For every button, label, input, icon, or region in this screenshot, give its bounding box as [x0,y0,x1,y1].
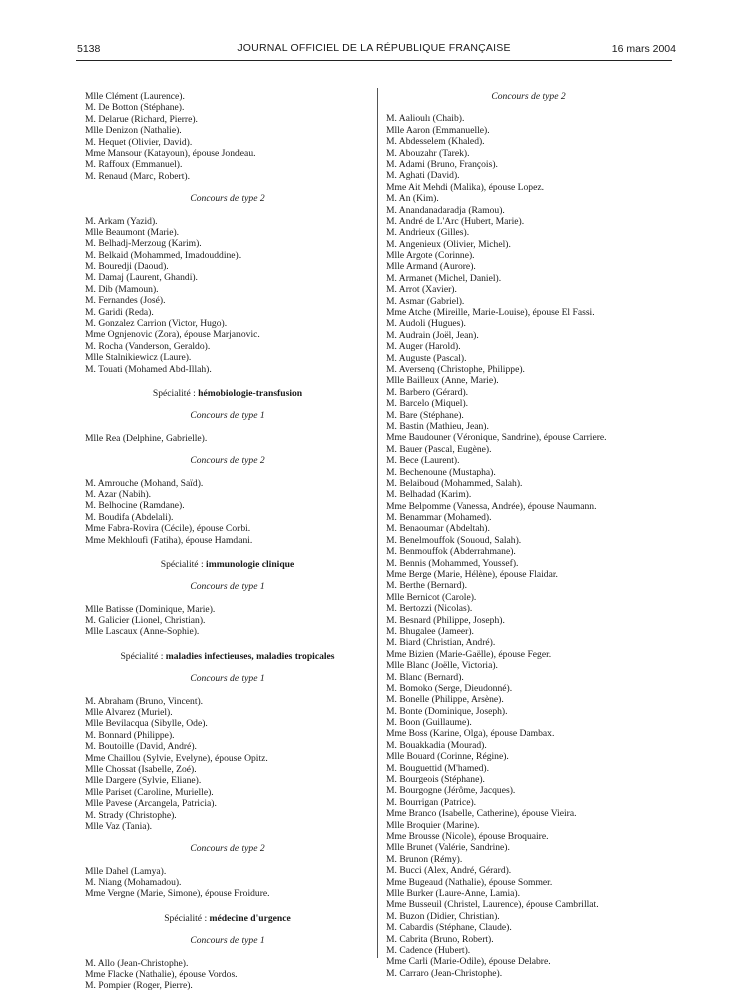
candidate-entry: Mlle Pariset (Caroline, Murielle). [85,786,214,798]
candidate-entry: M. Bechenoune (Mustapha). [386,466,496,478]
candidate-entry: M. Bourrigan (Patrice). [386,796,477,808]
candidate-entry: M. Bourgeois (Stéphane). [386,774,485,786]
candidate-entry: M. An (Kim). [386,193,439,205]
candidate-entry: Mme Boss (Karine, Olga), épouse Dambax. [386,728,555,740]
candidate-entry: M. Allo (Jean-Christophe). [85,957,189,969]
contest-heading: Concours de type 1 [190,581,265,593]
candidate-entry: M. Benammar (Mohamed). [386,512,492,524]
candidate-entry: Mlle Beaumont (Marie). [85,226,180,238]
candidate-entry: M. Adami (Bruno, François). [386,158,498,170]
candidate-entry: Mme Bugeaud (Nathalie), épouse Sommer. [386,876,553,888]
candidate-entry: M. Benmouffok (Abderrahmane). [386,546,516,558]
specialty-prefix: Spécialité : [120,650,166,662]
candidate-entry: M. Belhocine (Ramdane). [85,500,185,512]
candidate-entry: Mlle Dahel (Lamya). [85,865,167,877]
contest-heading: Concours de type 2 [190,455,265,467]
candidate-entry: M. Delarue (Richard, Pierre). [85,113,198,125]
candidate-entry: M. Boudifa (Abdelali). [85,511,174,523]
specialty-heading [85,388,370,399]
candidate-entry: Mlle Burker (Laure-Anne, Lamia). [386,887,520,899]
candidate-entry: M. Auger (Harold). [386,341,461,353]
journal-title: JOURNAL OFFICIEL DE LA RÉPUBLIQUE FRANÇAISE [237,42,511,54]
candidate-entry: Mlle Alvarez (Muriel). [85,707,173,719]
candidate-entry: M. Barcelo (Miquel). [386,398,469,410]
candidate-entry: M. Arkam (Yazid). [85,215,158,227]
candidate-entry: M. Amrouche (Mohand, Saïd). [85,477,204,489]
candidate-entry: Mlle Denizon (Nathalie). [85,125,182,137]
candidate-entry: Mme Flacke (Nathalie), épouse Vordos. [85,969,238,981]
candidate-entry: Mlle Chossat (Isabelle, Zoé). [85,763,197,775]
candidate-entry: M. Bouredji (Daoud). [85,261,169,273]
candidate-entry: M. Galicier (Lionel, Christian). [85,615,206,627]
candidate-entry: Mme Fabra-Rovira (Cécile), épouse Corbi. [85,523,251,535]
candidate-entry: Mlle Armand (Aurore). [386,261,476,273]
candidate-entry: Mme Ait Mehdi (Malika), épouse Lopez. [386,181,544,193]
candidate-entry: M. Berthe (Bernard). [386,580,467,592]
candidate-entry: Mme Mekhloufi (Fatiha), épouse Hamdani. [85,534,253,546]
candidate-entry: M. Asmar (Gabriel). [386,295,465,307]
candidate-entry: M. Renaud (Marc, Robert). [85,170,190,182]
candidate-entry: Mme Atche (Mireille, Marie-Louise), épouse El Fassi. [386,307,595,319]
page-number: 5138 [77,43,101,55]
specialty-heading [85,913,370,924]
specialty-prefix: Spécialité : [152,387,199,399]
candidate-entry: M. Dib (Mamoun). [85,283,159,295]
candidate-entry: M. Carraro (Jean-Christophe). [386,967,503,979]
candidate-entry: Mme Ognjenovic (Zora), épouse Marjanovic. [85,329,260,341]
specialty-prefix: Spécialité : [160,558,207,570]
candidate-entry: M. Bhugalee (Jameer). [386,625,474,637]
candidate-entry: M. Bastin (Mathieu, Jean). [386,420,489,432]
contest-heading: Concours de type 2 [491,91,566,102]
candidate-entry: M. Bouakkadia (Mourad). [386,739,487,751]
candidate-entry: Mme Mansour (Katayoun), épouse Jondeau. [85,147,256,159]
candidate-entry: M. Bucci (Alex, André, Gérard). [386,865,512,877]
candidate-entry: Mlle Aaron (Emmanuelle). [386,124,490,136]
candidate-entry: Mlle Argote (Corinne). [386,250,475,262]
candidate-entry: M. Audoli (Hugues). [386,318,466,330]
candidate-entry: Mme Branco (Isabelle, Catherine), épouse Vieira. [386,808,577,820]
candidate-entry: Mlle Bailleux (Anne, Marie). [386,375,499,387]
candidate-entry: M. Angenieux (Olivier, Michel). [386,238,511,250]
candidate-entry: Mlle Vaz (Tania). [85,820,153,832]
candidate-entry: Mme Busseuil (Christel, Laurence), épouse Cambrillat. [386,899,599,911]
contest-heading: Concours de type 2 [190,193,265,205]
header-rule [76,60,672,61]
candidate-entry: M. Abraham (Bruno, Vincent). [85,695,204,707]
candidate-entry: Mme Vergne (Marie, Simone), épouse Froidure. [85,888,270,900]
candidate-entry: M. Cabardis (Stéphane, Claude). [386,922,512,934]
candidate-entry: M. Biard (Christian, André). [386,637,496,649]
candidate-entry: Mlle Bevilacqua (Sibylle, Ode). [85,718,208,730]
candidate-entry: M. Niang (Mohamadou). [85,877,182,889]
candidate-entry: M. Brunon (Rémy). [386,853,463,865]
candidate-entry: M. Cabrita (Bruno, Robert). [386,933,494,945]
candidate-entry: M. Garidi (Reda). [85,306,154,318]
candidate-entry: M. Arrot (Xavier). [386,284,457,296]
candidate-entry: M. Strady (Christophe). [85,809,177,821]
candidate-entry: M. Damaj (Laurent, Ghandi). [85,272,198,284]
candidate-entry: M. Buzon (Didier, Christian). [386,910,500,922]
candidate-entry: Mlle Pavese (Arcangela, Patricia). [85,798,217,810]
candidate-entry: M. Bonelle (Philippe, Arsène). [386,694,504,706]
contest-heading: Concours de type 1 [190,935,265,947]
candidate-entry: M. Bourgogne (Jérôme, Jacques). [386,785,516,797]
contest-heading: Concours de type 2 [190,843,265,855]
candidate-entry: M. Auguste (Pascal). [386,352,467,364]
candidate-entry: M. Raffoux (Emmanuel). [85,159,183,171]
candidate-entry: Mlle Blanc (Joëlle, Victoria). [386,660,498,672]
candidate-entry: Mme Carli (Marie-Odile), épouse Delabre. [386,956,551,968]
candidate-entry: M. Bauer (Pascal, Eugène). [386,443,492,455]
specialty-name: immunologie clinique [206,558,295,570]
candidate-entry: M. Hequet (Olivier, David). [85,136,193,148]
left-column [85,91,370,992]
candidate-entry: M. Belaiboud (Mohammed, Salah). [386,477,523,489]
candidate-entry: M. Bennis (Mohammed, Youssef). [386,557,519,569]
candidate-entry: M. Armanet (Michel, Daniel). [386,272,502,284]
specialty-name: maladies infectieuses, maladies tropicales [165,650,335,662]
candidate-entry: Mlle Rea (Delphine, Gabrielle). [85,432,208,444]
candidate-entry: Mlle Batisse (Dominique, Marie). [85,603,216,615]
candidate-entry: M. Bertozzi (Nicolas). [386,603,473,615]
right-column [386,91,671,979]
candidate-entry: M. Blanc (Bernard). [386,671,464,683]
candidate-entry: Mme Bizien (Marie-Gaëlle), épouse Feger. [386,648,552,660]
candidate-entry: M. Aversenq (Christophe, Philippe). [386,363,525,375]
candidate-entry: Mlle Brunet (Valérie, Sandrine). [386,842,510,854]
candidate-entry: M. André de L'Arc (Hubert, Marie). [386,215,525,227]
candidate-entry: Mme Chaillou (Sylvie, Evelyne), épouse Opitz. [85,752,268,764]
candidate-entry: Mme Baudouner (Véronique, Sandrine), épouse Carriere. [386,432,607,444]
candidate-entry: M. Bonte (Dominique, Joseph). [386,705,508,717]
candidate-entry: M. Belhadad (Karim). [386,489,472,501]
candidate-entry: Mme Belpomme (Vanessa, Andrée), épouse Naumann. [386,500,597,512]
specialty-name: hémobiologie-transfusion [198,387,303,399]
candidate-entry: M. Boon (Guillaume). [386,717,472,729]
candidate-entry: M. Aalioulı (Chaib). [386,113,465,125]
candidate-entry: Mlle Clément (Laurence). [85,91,185,102]
candidate-entry: M. Bare (Stéphane). [386,409,464,421]
candidate-entry: M. Andrieux (Gilles). [386,227,470,239]
candidate-entry: M. Abdesselem (Khaled). [386,136,485,148]
candidate-entry: Mme Brousse (Nicole), épouse Broquaire. [386,831,549,842]
publication-date: 16 mars 2004 [611,43,676,55]
candidate-entry: M. Bouguettid (M'hamed). [386,762,489,774]
candidate-entry: M. Pompier (Roger, Pierre). [85,980,193,992]
specialty-name: médecine d'urgence [209,912,291,924]
candidate-entry: M. Benaoumar (Abdeltah). [386,523,490,535]
candidate-entry: M. Benelmouffok (Sououd, Salah). [386,534,522,546]
candidate-entry: M. Fernandes (José). [85,295,166,307]
candidate-entry: M. Gonzalez Carrion (Victor, Hugo). [85,318,228,330]
candidate-entry: M. Audrain (Joël, Jean). [386,329,479,341]
candidate-entry: M. Barbero (Gérard). [386,386,469,398]
candidate-entry: M. Bomoko (Serge, Dieudonné). [386,682,513,694]
candidate-entry: M. Rocha (Vanderson, Geraldo). [85,340,211,352]
column-divider [377,88,378,958]
candidate-entry: Mlle Lascaux (Anne-Sophie). [85,626,200,638]
contest-heading: Concours de type 1 [190,410,265,422]
specialty-prefix: Spécialité : [164,912,210,924]
candidate-entry: Mlle Stalnikiewicz (Laure). [85,352,192,364]
candidate-entry: M. Besnard (Philippe, Joseph). [386,614,505,626]
candidate-entry: M. Touati (Mohamed Abd-Illah). [85,363,212,375]
candidate-entry: M. Abouzahr (Tarek). [386,147,470,159]
candidate-entry: Mlle Bouard (Corinne, Régine). [386,751,509,763]
specialty-heading [85,651,370,662]
candidate-entry: M. Azar (Nabih). [85,488,152,500]
candidate-entry: M. Bonnard (Philippe). [85,729,175,741]
candidate-entry: M. Anandanadaradja (Ramou). [386,204,505,216]
candidate-entry: M. Cadence (Hubert). [386,944,471,956]
candidate-entry: Mlle Dargere (Sylvie, Eliane). [85,775,202,787]
candidate-entry: Mlle Broquier (Marine). [386,819,480,831]
candidate-entry: Mlle Bernicot (Carole). [386,591,477,603]
candidate-entry: M. Belhadj-Merzoug (Karim). [85,238,202,250]
page-header [0,40,748,60]
candidate-entry: M. De Botton (Stéphane). [85,102,185,114]
specialty-heading [85,559,370,570]
candidate-entry: M. Belkaid (Mohammed, Imadouddine). [85,249,242,261]
contest-heading: Concours de type 1 [190,673,265,685]
candidate-entry: Mme Berge (Marie, Hélène), épouse Flaidar. [386,569,558,581]
candidate-entry: M. Bece (Laurent). [386,455,460,467]
candidate-entry: M. Boutoille (David, André). [85,741,197,753]
candidate-entry: M. Aghati (David). [386,170,460,182]
